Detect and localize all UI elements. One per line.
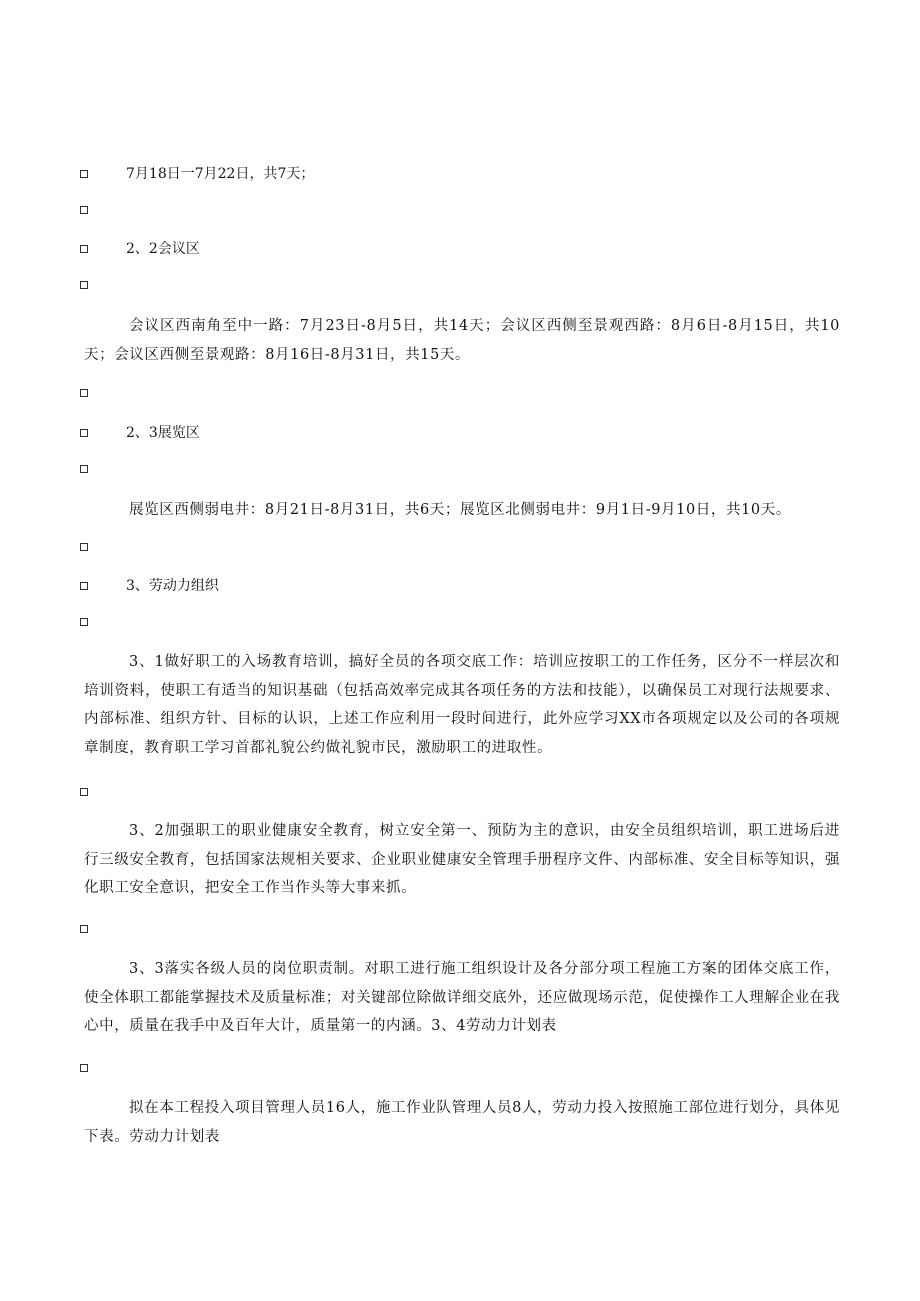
bullet-line <box>80 610 126 634</box>
bullet-box-icon <box>80 1064 88 1072</box>
paragraph-3-3: 3、3落实各级人员的岗位职责制。对职工进行施工组织设计及各分部分项工程施工方案的团体交底工作，使全体职工都能掌握技术及质量标准；对关键部位除做详细交底外，还应做现场示范，促使操作工人理解企业在我心中，质量在我手中及百年大计，质量第一的内涵。3、4劳动力计划表 <box>84 961 840 1034</box>
bullet-box-icon <box>80 465 88 473</box>
bullet-box-icon <box>80 788 88 796</box>
bullet-line <box>80 917 126 941</box>
paragraph-3-1: 3、1做好职工的入场教育培训，搞好全员的各项交底工作：培训应按职工的工作任务，区分不一样层次和培训资料，使职工有适当的知识基础（包括高效率完成其各项任务的方法和技能），以确保员工对现行法规要求、内部标准、组织方针、目标的认识，上述工作应利用一段时间进行，此外应学习XX市各项规定以及公司的各项规章制度，教育职工学习首都礼貌公约做礼貌市民，激励职工的进取性。 <box>84 654 840 756</box>
section-heading-2-3 <box>80 421 200 445</box>
paragraph-labor-plan: 拟在本工程投入项目管理人员16人，施工作业队管理人员8人，劳动力投入按照施工部位进行划分，具体见下表。劳动力计划表 <box>84 1100 840 1145</box>
bullet-box-icon <box>80 429 88 437</box>
bullet-box-icon <box>80 170 88 178</box>
paragraph-meeting-area: 会议区西南角至中一路：7月23日-8月5日，共14天；会议区西侧至景观西路：8月6日-8月15日，共10天；会议区西侧至景观路：8月16日-8月31日，共15天。 <box>84 318 840 363</box>
bullet-line <box>80 457 126 481</box>
bullet-line <box>80 381 126 405</box>
bullet-box-icon <box>80 618 88 626</box>
line-text: 7月18日一7月22日，共7天； <box>126 166 315 182</box>
paragraph-exhibition-area: 展览区西侧弱电井：8月21日-8月31日，共6天；展览区北侧弱电井：9月1日-9月10日，共10天。 <box>129 502 791 518</box>
bullet-box-icon <box>80 245 88 253</box>
bullet-line <box>80 535 126 559</box>
bullet-line <box>80 780 126 804</box>
bullet-box-icon <box>80 206 88 214</box>
bullet-line <box>80 198 126 222</box>
section-heading-2-2 <box>80 237 200 261</box>
bullet-box-icon <box>80 925 88 933</box>
line-text: 2、2会议区 <box>126 241 200 257</box>
bullet-box-icon <box>80 389 88 397</box>
bullet-box-icon <box>80 281 88 289</box>
bullet-line <box>80 162 314 186</box>
line-text: 3、劳动力组织 <box>126 578 219 594</box>
bullet-box-icon <box>80 543 88 551</box>
bullet-box-icon <box>80 582 88 590</box>
bullet-line <box>80 273 126 297</box>
line-text: 2、3展览区 <box>126 425 200 441</box>
section-heading-3 <box>80 574 219 598</box>
bullet-line <box>80 1056 126 1080</box>
paragraph-3-2: 3、2加强职工的职业健康安全教育，树立安全第一、预防为主的意识，由安全员组织培训，职工进场后进行三级安全教育，包括国家法规相关要求、企业职业健康安全管理手册程序文件、内部标准、安全目标等知识，强化职工安全意识，把安全工作当作头等大事来抓。 <box>84 823 840 896</box>
